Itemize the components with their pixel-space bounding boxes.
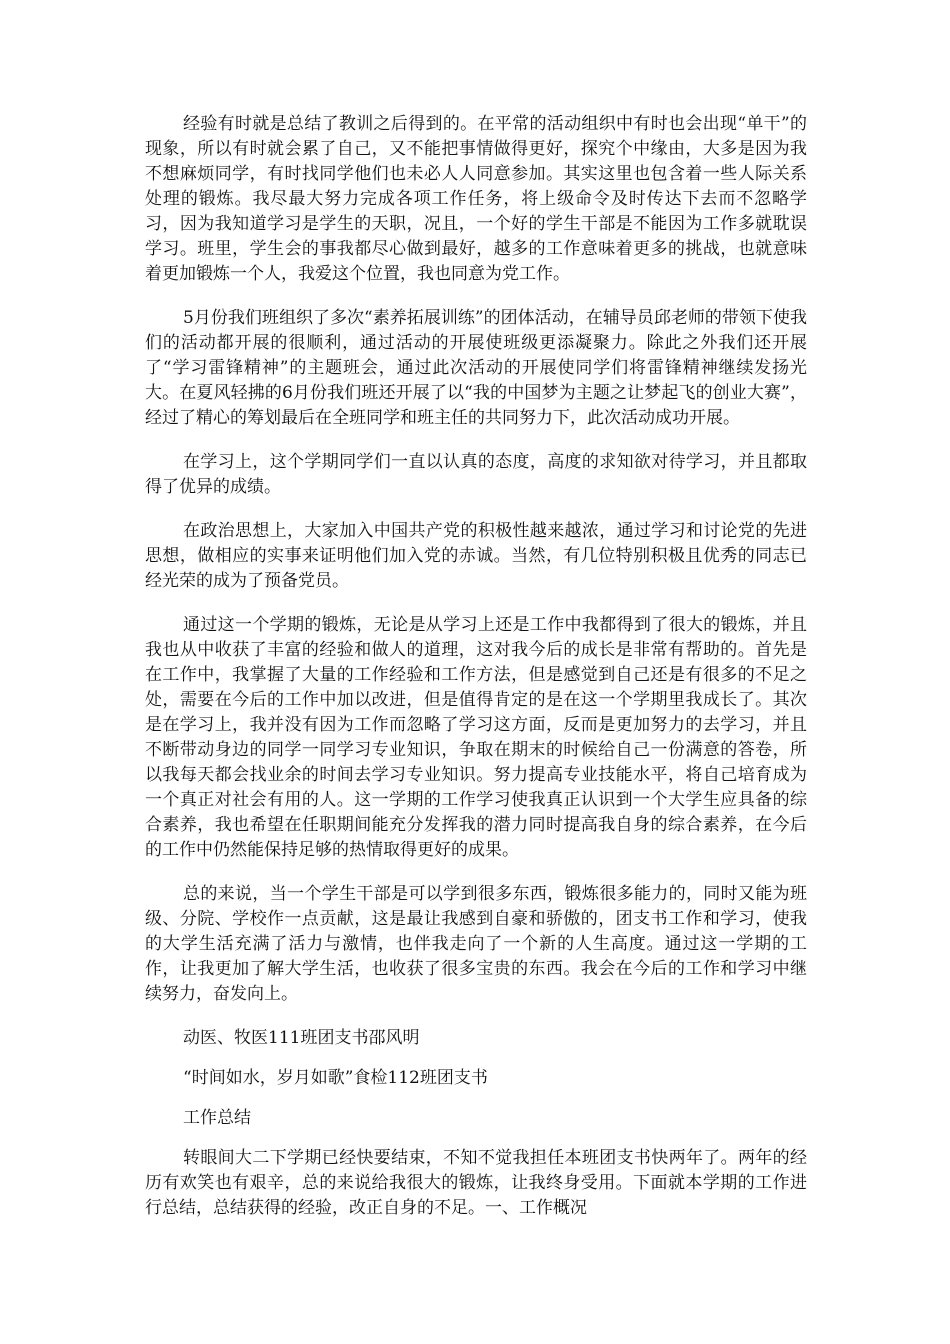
signature-line: 动医、牧医111班团支书邵风明 bbox=[183, 1028, 420, 1048]
paragraph-conclusion: 总的来说，当一个学生干部是可以学到很多东西，锻炼很多能力的，同时又能为班级、分院、学校作一点贡献，这是最让我感到自豪和骄傲的，团支书工作和学习，使我的大学生活充满了活力与激情，也伴我走向了一个新的人生高度。通过这一学期的工作，让我更加了解大学生活，也收获了很多宝贵的东西。我会在今后的工作和学习中继续努力，奋发向上。 bbox=[145, 884, 807, 1004]
paragraph-experience: 经验有时就是总结了教训之后得到的。在平常的活动组织中有时也会出现“单干”的现象，所以有时就会累了自己，又不能把事情做得更好，探究个中缘由，大多是因为我不想麻烦同学，有时找同学他们也未必人人同意参加。其实这里也包含着一些人际关系处理的锻炼。我尽最大努力完成各项工作任务，将上级命令及时传达下去而不忽略学习，因为我知道学习是学生的天职，况且，一个好的学生干部是不能因为工作多就耽误学习。班里，学生会的事我都尽心做到最好，越多的工作意味着更多的挑战，也就意味着更加锻炼一个人，我爱这个位置，我也同意为党工作。 bbox=[145, 114, 807, 284]
section-subtitle: 工作总结 bbox=[183, 1108, 251, 1128]
section-title: “时间如水，岁月如歌”食检112班团支书 bbox=[183, 1068, 488, 1088]
paragraph-semester-growth: 通过这一个学期的锻炼，无论是从学习上还是工作中我都得到了很大的锻炼，并且我也从中收获了丰富的经验和做人的道理，这对我今后的成长是非常有帮助的。首先是在工作中，我掌握了大量的工作经验和工作方法，但是感觉到自己还是有很多的不足之处，需要在今后的工作中加以改进，但是值得肯定的是在这一个学期里我成长了。其次是在学习上，我并没有因为工作而忽略了学习这方面，反而是更加努力的去学习，并且不断带动身边的同学一同学习专业知识，争取在期末的时候给自己一份满意的答卷，所以我每天都会找业余的时间去学习专业知识。努力提高专业技能水平，将自己培育成为一个真正对社会有用的人。这一学期的工作学习使我真正认识到一个大学生应具备的综合素养，我也希望在任职期间能充分发挥我的潜力同时提高我自身的综合素养，在今后的工作中仍然能保持足够的热情取得更好的成果。 bbox=[145, 615, 807, 860]
paragraph-intro: 转眼间大二下学期已经快要结束，不知不觉我担任本班团支书快两年了。两年的经历有欢笑也有艰辛，总的来说给我很大的锻炼，让我终身受用。下面就本学期的工作进行总结，总结获得的经验，改正自身的不足。一、工作概况 bbox=[145, 1148, 807, 1218]
paragraph-may-activities: 5月份我们班组织了多次“素养拓展训练”的团体活动，在辅导员邱老师的带领下使我们的活动都开展的很顺利，通过活动的开展使班级更添凝聚力。除此之外我们还开展了“学习雷锋精神”的主题班会，通过此次活动的开展使同学们将雷锋精神继续发扬光大。在夏风轻拂的6月份我们班还开展了以“我的中国梦为主题之让梦起飞的创业大赛”，经过了精心的筹划最后在全班同学和班主任的共同努力下，此次活动成功开展。 bbox=[145, 308, 807, 428]
paragraph-study: 在学习上，这个学期同学们一直以认真的态度，高度的求知欲对待学习，并且都取得了优异的成绩。 bbox=[145, 452, 807, 497]
paragraph-politics: 在政治思想上，大家加入中国共产党的积极性越来越浓，通过学习和讨论党的先进思想，做相应的实事来证明他们加入党的赤诚。当然，有几位特别积极且优秀的同志已经光荣的成为了预备党员。 bbox=[145, 521, 807, 591]
document-body bbox=[145, 112, 807, 1240]
